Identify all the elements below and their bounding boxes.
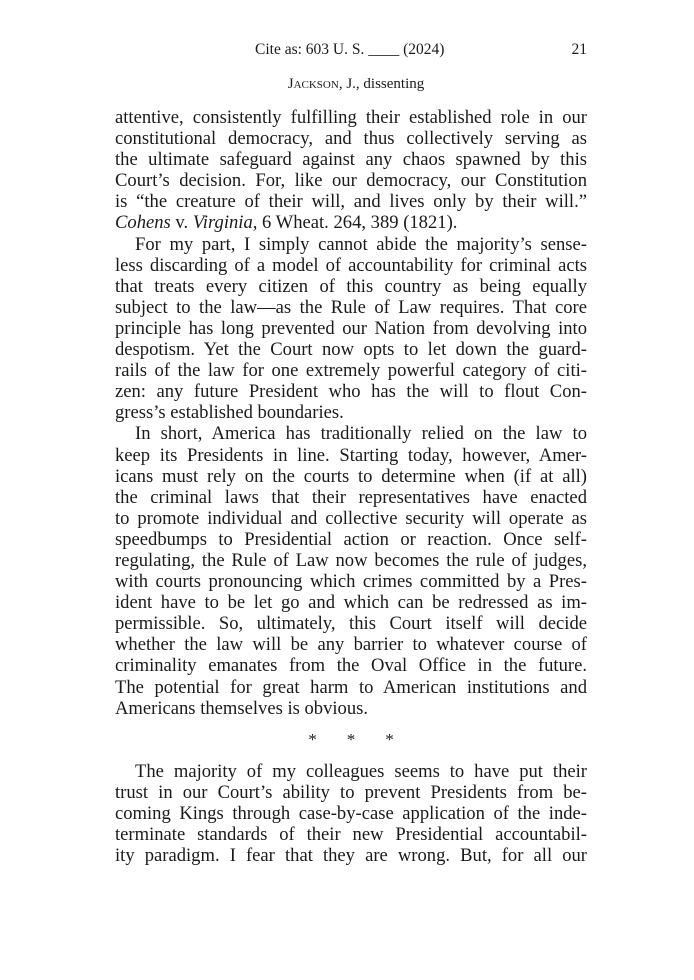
text-line: criminality emanates from the Oval Office in the future.: [115, 655, 587, 677]
text-line: less discarding of a model of accountability for criminal acts: [115, 254, 587, 276]
text-line: The potential for great harm to American institutions and: [115, 676, 587, 698]
text-line: to promote individual and collective security will operate as: [115, 507, 587, 529]
text-line: trust in our Court’s ability to prevent Presidents from be-: [115, 781, 587, 803]
page-number: 21: [571, 41, 587, 58]
asterisk: *: [346, 730, 356, 750]
text-line: terminate standards of their new Presidential accountabil-: [115, 824, 587, 845]
opinion-type: , J., dissenting: [338, 76, 425, 92]
text-line: the ultimate safeguard against any chaos spawned by this: [115, 149, 587, 171]
text-line: coming Kings through case-by-case application of the inde-: [115, 802, 587, 824]
asterisk: *: [308, 730, 317, 750]
text-line: ident have to be let go and which can be redressed as im-: [115, 592, 587, 614]
text-line: attentive, consistently fulfilling their established role in our: [115, 107, 587, 128]
asterisk: *: [385, 730, 394, 750]
text-line: keep its Presidents in line. Starting today, however, Amer-: [115, 444, 587, 466]
text-line: Americans themselves is obvious.: [115, 697, 369, 719]
case-name-a: Cohens: [115, 212, 171, 234]
text-line: Court’s decision. For, like our democracy, our Constitution: [115, 170, 587, 192]
text-line: subject to the law—as the Rule of Law requires. That core: [115, 296, 587, 318]
text-line: constitutional democracy, and thus collectively serving as: [115, 128, 587, 150]
paragraph: [115, 423, 587, 718]
text-line: zen: any future President who has the will to flout Con-: [115, 381, 587, 403]
text-line: regulating, the Rule of Law now becomes the rule of judges,: [115, 549, 587, 571]
text-line: that treats every citizen of this country as being equally: [115, 275, 587, 297]
justice-name: Jackson: [287, 76, 339, 92]
opinion-label: [115, 76, 587, 93]
text-line: For my part, I simply cannot abide the majority’s sense-: [135, 233, 587, 255]
text-line: gress’s established boundaries.: [115, 402, 344, 424]
text-line: In short, America has traditionally relied on the law to: [135, 423, 587, 445]
text-line: the criminal laws that their representatives have enacted: [115, 486, 587, 508]
case-citation: [115, 212, 587, 233]
case-name-b: Virginia: [192, 212, 253, 234]
versus: v.: [170, 212, 193, 234]
section-break: [115, 719, 587, 761]
reporter-cite: , 6 Wheat. 264, 389 (1821).: [252, 212, 458, 234]
paragraph: [115, 234, 587, 424]
paragraph: [115, 107, 587, 234]
opinion-body: [115, 107, 587, 866]
text-line: is “the creature of their will, and lives only by their will.”: [115, 191, 587, 213]
text-line: with courts pronouncing which crimes committed by a Pres-: [115, 571, 587, 593]
text-line: rails of the law for one extremely powerful category of citi-: [115, 360, 587, 382]
running-header: [115, 41, 587, 61]
text-line: icans must rely on the courts to determine when (if at all): [115, 465, 587, 487]
text-line: ity paradigm. I fear that they are wrong. But, for all our: [115, 845, 587, 867]
text-line: whether the law will be any barrier to whatever course of: [115, 634, 587, 656]
citation: Cite as: 603 U. S. ____ (2024): [255, 41, 445, 58]
text-line: speedbumps to Presidential action or reaction. Once self-: [115, 528, 587, 550]
paragraph: [115, 761, 587, 866]
text-line: principle has long prevented our Nation from devolving into: [115, 317, 587, 339]
text-line: The majority of my colleagues seems to have put their: [135, 760, 587, 782]
text-line: despotism. Yet the Court now opts to let down the guard-: [115, 339, 587, 361]
text-line: permissible. So, ultimately, this Court itself will decide: [115, 613, 587, 635]
